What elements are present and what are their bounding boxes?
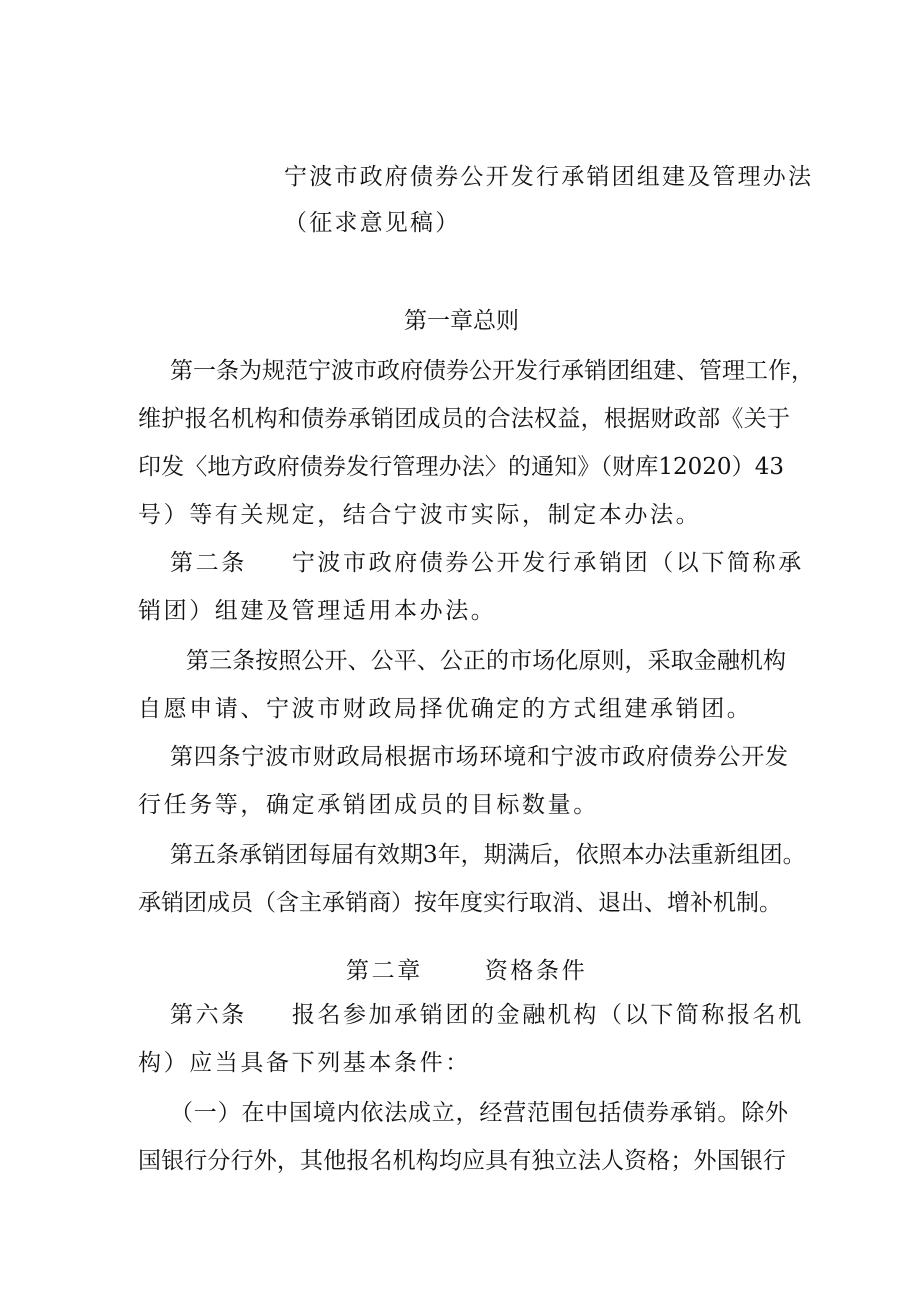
- item-1-line-1: （一）在中国境内依法成立，经营范围包括债券承销。除外: [170, 1100, 788, 1126]
- item-1-line-2: 国银行分行外，其他报名机构均应具有独立法人资格；外国银行: [138, 1148, 786, 1174]
- article-3-line-1: 第三条按照公开、公平、公正的市场化原则，采取金融机构: [186, 648, 786, 674]
- article-4-line-1: 第四条宁波市财政局根据市场环境和宁波市政府债券公开发: [170, 744, 788, 770]
- document-title: 宁波市政府债券公开发行承销团组建及管理办法: [284, 164, 814, 190]
- article-1-line-1: 第一条为规范宁波市政府债券公开发行承销团组建、管理工作，: [170, 358, 814, 384]
- chapter-title: 资格条件: [484, 958, 588, 984]
- document-subtitle: （征求意见稿）: [284, 210, 461, 236]
- article-label: 第二条: [170, 550, 247, 576]
- chapter-2-heading: [346, 956, 587, 986]
- article-3-line-2: 自愿申请、宁波市财政局择优确定的方式组建承销团。: [138, 696, 753, 722]
- article-1-line-2: 维护报名机构和债券承销团成员的合法权益，根据财政部《关于: [138, 406, 790, 432]
- article-4-line-2: 行任务等，确定承销团成员的目标数量。: [138, 792, 599, 818]
- article-6-line-1: [170, 1000, 804, 1030]
- article-2-line-2: 销团）组建及管理适用本办法。: [138, 598, 497, 624]
- article-6-line-2: 构）应当具备下列基本条件：: [138, 1050, 471, 1076]
- chapter-heading: 第一章总则: [404, 308, 519, 334]
- article-text: 宁波市政府债券公开发行承销团（以下简称承: [291, 550, 804, 576]
- article-1-line-3: 印发〈地方政府债券发行管理办法〉的通知》（财库12020）43: [138, 454, 784, 480]
- article-1-line-4: 号）等有关规定，结合宁波市实际，制定本办法。: [138, 502, 702, 528]
- article-5-line-1: 第五条承销团每届有效期3年，期满后，依照本办法重新组团。: [170, 842, 806, 868]
- article-label: 第六条: [170, 1002, 247, 1028]
- article-2-line-1: [170, 548, 804, 578]
- chapter-label: 第二章: [346, 958, 423, 984]
- article-5-line-2: 承销团成员（含主承销商）按年度实行取消、退出、增补机制。: [138, 890, 782, 916]
- article-text: 报名参加承销团的金融机构（以下简称报名机: [291, 1002, 804, 1028]
